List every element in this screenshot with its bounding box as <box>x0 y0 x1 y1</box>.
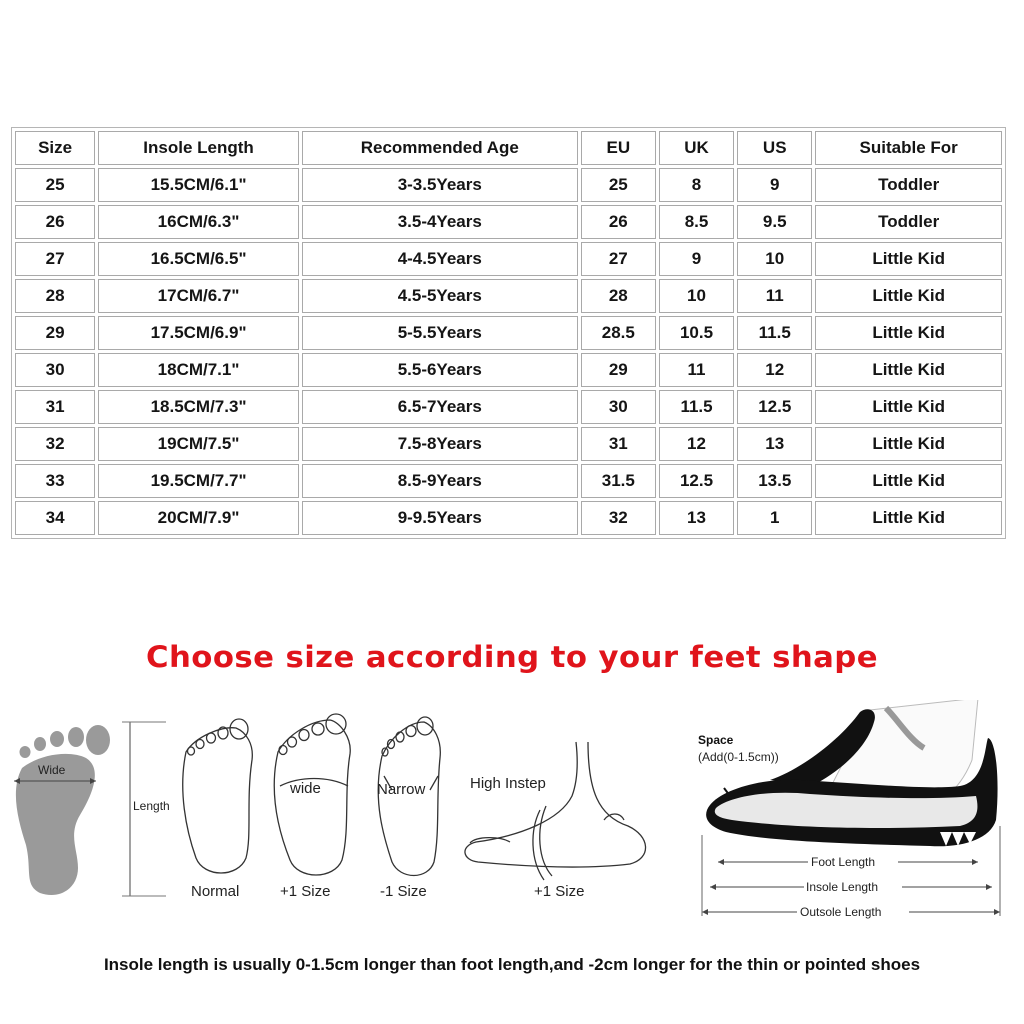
table-cell: 10 <box>659 279 734 313</box>
normal-size-label: Normal <box>191 883 240 900</box>
table-cell: 29 <box>15 316 95 350</box>
table-cell: Little Kid <box>815 242 1002 276</box>
table-cell: Little Kid <box>815 464 1002 498</box>
foot-shape-illustrations <box>0 700 1024 930</box>
table-row <box>15 242 1002 276</box>
table-cell: Little Kid <box>815 390 1002 424</box>
table-cell: 31.5 <box>581 464 656 498</box>
table-row <box>15 464 1002 498</box>
table-cell: 12.5 <box>737 390 812 424</box>
table-cell: 31 <box>15 390 95 424</box>
column-header: US <box>737 131 812 165</box>
table-body <box>15 168 1002 535</box>
table-cell: Toddler <box>815 205 1002 239</box>
table-cell: 8 <box>659 168 734 202</box>
table-cell: 12.5 <box>659 464 734 498</box>
normal-foot-drawing <box>183 719 253 873</box>
table-cell: 11.5 <box>659 390 734 424</box>
footprint-diagram <box>14 722 170 896</box>
column-header: UK <box>659 131 734 165</box>
foot-length-label: Foot Length <box>811 855 876 869</box>
table-cell: 9.5 <box>737 205 812 239</box>
table-cell: 3.5-4Years <box>302 205 578 239</box>
table-row <box>15 427 1002 461</box>
table-cell: 32 <box>15 427 95 461</box>
table-cell: 28.5 <box>581 316 656 350</box>
table-cell: 9 <box>659 242 734 276</box>
column-header: Insole Length <box>98 131 299 165</box>
table-cell: 5-5.5Years <box>302 316 578 350</box>
table-cell: 10.5 <box>659 316 734 350</box>
wide-foot-label: wide <box>290 780 321 797</box>
column-header: Recommended Age <box>302 131 578 165</box>
high-instep-title: High Instep <box>470 775 546 792</box>
table-cell: 33 <box>15 464 95 498</box>
table-cell: 27 <box>581 242 656 276</box>
insole-length-label: Insole Length <box>806 880 879 894</box>
table-cell: 30 <box>15 353 95 387</box>
table-cell: 8.5-9Years <box>302 464 578 498</box>
table-cell: 11 <box>737 279 812 313</box>
table-row <box>15 205 1002 239</box>
table-cell: Little Kid <box>815 501 1002 535</box>
table-cell: Little Kid <box>815 427 1002 461</box>
narrow-size-label: -1 Size <box>380 883 427 900</box>
table-row <box>15 279 1002 313</box>
table-row <box>15 316 1002 350</box>
table-cell: 10 <box>737 242 812 276</box>
high-instep-drawing <box>465 742 646 880</box>
wide-label: Wide <box>38 763 66 777</box>
table-row <box>15 501 1002 535</box>
space-label: Space <box>698 733 734 747</box>
table-cell: Little Kid <box>815 353 1002 387</box>
table-cell: 19.5CM/7.7" <box>98 464 299 498</box>
table-cell: 27 <box>15 242 95 276</box>
table-cell: 13 <box>659 501 734 535</box>
table-cell: 29 <box>581 353 656 387</box>
table-cell: 9 <box>737 168 812 202</box>
size-advice-banner: Choose size according to your feet shape <box>145 640 879 674</box>
outsole-length-label: Outsole Length <box>800 905 882 919</box>
table-cell: 26 <box>15 205 95 239</box>
instep-size-label: +1 Size <box>534 883 585 900</box>
space-note: (Add(0-1.5cm)) <box>698 750 779 764</box>
table-cell: 31 <box>581 427 656 461</box>
table-row <box>15 353 1002 387</box>
table-cell: 18.5CM/7.3" <box>98 390 299 424</box>
size-chart-table <box>11 127 1006 539</box>
table-cell: 16.5CM/6.5" <box>98 242 299 276</box>
table-cell: 4-4.5Years <box>302 242 578 276</box>
narrow-foot-label: Narrow <box>377 781 426 798</box>
table-cell: 1 <box>737 501 812 535</box>
table-cell: 20CM/7.9" <box>98 501 299 535</box>
table-cell: 5.5-6Years <box>302 353 578 387</box>
column-header: Suitable For <box>815 131 1002 165</box>
table-cell: 18CM/7.1" <box>98 353 299 387</box>
table-cell: 13 <box>737 427 812 461</box>
table-cell: 15.5CM/6.1" <box>98 168 299 202</box>
column-header: Size <box>15 131 95 165</box>
table-cell: 32 <box>581 501 656 535</box>
footprint-icon <box>16 725 110 895</box>
table-header-row <box>15 131 1002 165</box>
table-cell: 16CM/6.3" <box>98 205 299 239</box>
table-cell: 4.5-5Years <box>302 279 578 313</box>
table-cell: 19CM/7.5" <box>98 427 299 461</box>
table-cell: 6.5-7Years <box>302 390 578 424</box>
table-cell: 26 <box>581 205 656 239</box>
table-cell: Little Kid <box>815 316 1002 350</box>
table-row <box>15 390 1002 424</box>
table-cell: 12 <box>659 427 734 461</box>
length-label: Length <box>133 799 170 813</box>
table-cell: Toddler <box>815 168 1002 202</box>
wide-size-label: +1 Size <box>280 883 331 900</box>
table-cell: Little Kid <box>815 279 1002 313</box>
table-cell: 30 <box>581 390 656 424</box>
insole-length-note: Insole length is usually 0-1.5cm longer than foot length,and -2cm longer for the thin or pointed shoes <box>103 955 921 974</box>
table-cell: 9-9.5Years <box>302 501 578 535</box>
table-cell: 8.5 <box>659 205 734 239</box>
table-cell: 28 <box>581 279 656 313</box>
table-cell: 28 <box>15 279 95 313</box>
table-cell: 3-3.5Years <box>302 168 578 202</box>
table-cell: 7.5-8Years <box>302 427 578 461</box>
table-cell: 11 <box>659 353 734 387</box>
table-cell: 11.5 <box>737 316 812 350</box>
table-cell: 25 <box>581 168 656 202</box>
table-cell: 17CM/6.7" <box>98 279 299 313</box>
table-cell: 25 <box>15 168 95 202</box>
table-cell: 17.5CM/6.9" <box>98 316 299 350</box>
table-cell: 13.5 <box>737 464 812 498</box>
table-cell: 12 <box>737 353 812 387</box>
table-row <box>15 168 1002 202</box>
table-cell: 34 <box>15 501 95 535</box>
column-header: EU <box>581 131 656 165</box>
